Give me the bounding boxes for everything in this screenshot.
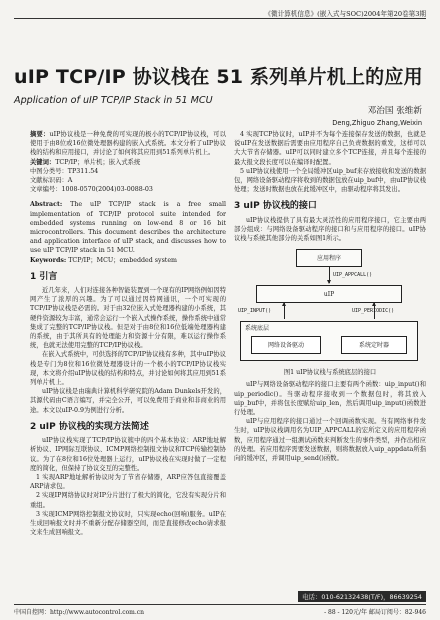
article-title-en: Application of uIP TCP/IP Stack in 51 MCU	[14, 95, 213, 106]
intro-paragraph-2: 在嵌入式系统中，可供选择的TCP/IP协议栈有多种，其中uIP协议栈是专门为8位和16位微处理器设计的一个极小的TCP/IP协议栈实现，本文将介绍uIP协议栈的结构和特点，并讨论如何将其应用到51系列单片机上。	[30, 351, 227, 387]
page-footer	[14, 604, 426, 616]
app-box-label: 应用程序	[316, 254, 341, 262]
abstract-cn-label: 摘要：	[30, 131, 50, 138]
uip-box-label: uIP	[323, 290, 335, 298]
impl-list-item-4: 4 实现TCP协议时，uIP并不为每个连接保存发送的数据，也就是说uIP在发送数据后需要由应用程序自己负责数据的重发，这样可以大大节省存储器。uIP可以同时建立多个TCP连接，并且每个连接的最大报文段长度可以在编译时配置。	[234, 131, 426, 166]
abstract-en-text: The uIP TCP/IP stack is a free small implementation of TCP/IP protocol suite intended for embedded systems running on low-end 8 or 16 bit microcontrollers. This document describes the architecture and application interface of uIP stack, and discusses how to use uIP TCP/IP stack in 51 MCU.	[30, 201, 226, 255]
uip-box	[256, 285, 402, 303]
impl-list-item-3: 3 实现ICMP网络控制报文协议时，只实现echo(回响)服务。uIP在生成回响报文时并不重新分配存储器空间，而是直接修改echo请求报文来生成回响报文。	[30, 510, 226, 537]
abstract-en-label: Abstract:	[30, 201, 63, 209]
figure-1-caption: 图1 uIP协议栈与系统底层的接口	[283, 369, 377, 377]
app-box	[296, 249, 362, 267]
section-heading-1: 1 引言	[30, 271, 58, 282]
driver-box-label: 网络设备驱动	[267, 341, 304, 349]
driver-box	[251, 336, 321, 354]
timer-box-label: 系统定时器	[358, 341, 389, 349]
authors	[332, 105, 422, 129]
meta-article-number: 文章编号：1008-0570(2004)03-0088-03	[30, 186, 153, 194]
authors-cn: 邓治国 张维新	[367, 106, 422, 116]
interface-paragraph-2: uIP与网络设备驱动程序的接口主要有两个函数：uip_input()和uip_periodic()。当驱动程序接收到一个数据包时，将其放入uip_buf中，并将包长度赋给uip_len，然后调用uip_input()函数进行处理。	[234, 381, 426, 417]
authors-en: Deng,Zhiguo Zhang,Weixin	[332, 119, 422, 127]
input-arrow	[284, 303, 285, 319]
appcall-label: UIP_APPCALL()	[333, 272, 373, 279]
left-column	[30, 130, 226, 537]
section-heading-2: 2 uIP 协议栈的实现方法简述	[30, 421, 149, 432]
keywords-cn-text: TCP/IP；单片机；嵌入式系统	[55, 158, 141, 166]
footer-website: 中国自控网：http://www.autocontrol.com.cn	[14, 609, 145, 616]
page-header	[14, 4, 426, 19]
interface-paragraph-3: uIP与应用程序的接口通过一个回调函数实现。当有网络事件发生时，uIP协议栈调用名为UIP_APPCALL的宏所定义的应用程序函数，应用程序通过一组测试函数来判断发生的事件类型，并作出相应的处理。若应用程序需要发送数据，则将数据放入uip_appdata所指向的缓冲区，并调用uip_send()函数。	[234, 418, 426, 463]
abstract-cn-text: uIP协议栈是一种免费的可实现的极小的TCP/IP协议栈，可以使用于由8位或16位微处理器构建的嵌入式系统。本文分析了uIP协议栈的结构和应用接口，并讨论了如何将其应用到51系列单片机上。	[30, 131, 226, 157]
periodic-label: UIP_PERIODIC()	[352, 308, 395, 315]
keywords-cn-label: 关键词：	[30, 158, 56, 166]
input-label: UIP_INPUT()	[238, 308, 272, 315]
abstract-cn	[30, 130, 226, 194]
meta-classification: 中图分类号：TP311.54	[30, 167, 99, 175]
abstract-en	[30, 200, 226, 264]
right-column	[234, 130, 426, 463]
timer-box	[341, 336, 407, 354]
impl-list-item-1: 1 实现ARP地址解析协议时为了节省存储器，ARP应答包直接覆盖ARP请求包。	[30, 473, 226, 491]
intro-paragraph-1: 近几年来，人们对连接各种智能装置到一个现有的IP网络例如因特网产生了浓厚的兴趣。为了可以通过因特网通讯，一个可实现的TCP/IP协议栈是必需的。对于由32位嵌入式处理器构建的小系统，其硬件资源较为丰富，通常会运行一个嵌入式操作系统，操作系统中通常集成了完整的TCP/IP协议栈。但是对于由8位和16位低端处理器构建的系统，由于其所具有的处理能力和资源十分有限，难以运行操作系统，也就无法使用完整的TCP/IP协议栈。	[30, 287, 226, 350]
interface-paragraph-1: uIP协议栈提供了具有最大灵活性的应用程序接口，它主要由两部分组成：与网络设备驱动程序的接口和与应用程序的接口。uIP协议栈与系统其他部分的关系如图1所示。	[234, 216, 426, 243]
impl-paragraph-1: uIP协议栈实现了TCP/IP协议簇中的四个基本协议：ARP地址解析协议、IP网际互联协议、ICMP网络控制报文协议和TCP传输控制协议。为了在8位和16位处理器上运行，uIP协议栈在实现时做了一定程度的简化，但保持了协议交互的完整性。	[30, 437, 226, 472]
intro-paragraph-3: uIP协议栈是由瑞典计算机科学研究院的Adam Dunkels开发的，其源代码由C语言编写，并完全公开，可以免费用于商业和非商业的用途。本文以uIP-0.9为例进行分析。	[30, 388, 226, 414]
appcall-arrow	[329, 267, 330, 283]
keywords-en-label: Keywords:	[30, 256, 67, 264]
system-box-label: 系统底层	[245, 325, 270, 333]
journal-line: 《微计算机信息》(嵌入式与SOC)2004年第20卷第3期	[264, 10, 426, 18]
footer-subscription: - 88 - 120元/年 邮局订阅号：82-946	[324, 609, 426, 616]
figure-1-diagram	[234, 247, 426, 365]
contact-stamp: 电话：010-62132438(T/F)，86639254	[298, 591, 426, 602]
section-heading-3: 3 uIP 协议栈的接口	[234, 201, 317, 212]
impl-list-item-5: 5 uIP协议栈使用一个全局缓冲区uip_buf来存放接收和发送的数据包，网络设备驱动程序将收到的数据包放在uip_buf中，由uIP协议栈处理；发送时数据也放在此缓冲区中，由驱动程序将其发出。	[234, 167, 426, 194]
keywords-en-text: TCP/IP；MCU；embedded system	[68, 256, 178, 264]
system-box	[240, 321, 418, 361]
impl-list-item-2: 2 实现IP网络协议时对IP分片进行了极大的简化，它没有实现分片和重组。	[30, 492, 226, 509]
meta-doc-code: 文献标识码：A	[30, 177, 73, 185]
article-title: uIP TCP/IP 协议栈在 51 系列单片机上的应用	[14, 66, 423, 88]
